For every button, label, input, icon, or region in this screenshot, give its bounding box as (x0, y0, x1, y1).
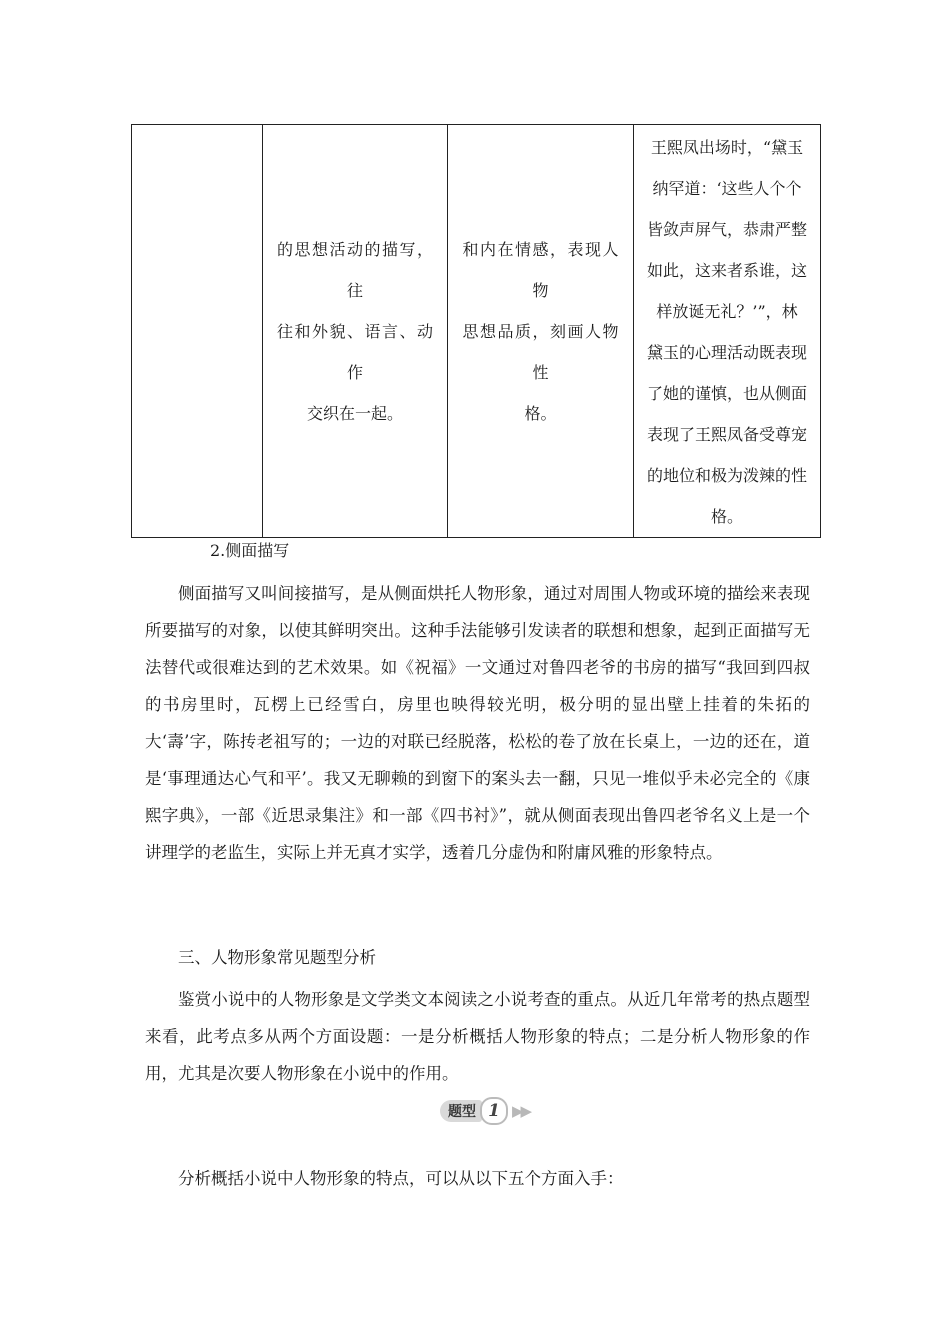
cell-line: 的地位和极为泼辣的性 (646, 466, 807, 485)
cell-line: 了她的谨慎，也从侧面 (646, 384, 807, 403)
table-cell-description (263, 125, 448, 538)
table-cell-example (634, 125, 821, 538)
cell-line: 表现了王熙凤备受尊宠 (646, 425, 807, 444)
cell-line: 格。 (710, 507, 743, 526)
section-heading-question-types: 三、人物形象常见题型分析 (178, 948, 376, 967)
table-cell-empty (132, 125, 263, 538)
cell-line: 交织在一起。 (306, 403, 403, 423)
table-cell-function (448, 125, 634, 538)
cell-line: 和内在情感，表现人物 (462, 239, 619, 300)
badge-label: 题型 (440, 1100, 482, 1122)
cell-line: 的思想活动的描写，往 (277, 239, 433, 300)
question-type-badge (440, 1097, 529, 1125)
table-row (132, 125, 821, 538)
cell-line: 思想品质，刻画人物性 (462, 321, 619, 382)
cell-line: 往和外貌、语言、动作 (277, 321, 433, 382)
paragraph-side-description: 侧面描写又叫间接描写，是从侧面烘托人物形象，通过对周围人物或环境的描绘来表现所要描写的对象，以使其鲜明突出。这种手法能够引发读者的联想和想象，起到正面描写无法替代或很难达到的艺术效果。如《祝福》一文通过对鲁四老爷的书房的描写“我回到四叔的书房里时，瓦楞上已经雪白，房里也映得较光明，极分明的显出壁上挂着的朱拓的大‘壽’字，陈抟老祖写的；一边的对联已经脱落，松松的卷了放在长桌上，一边的还在，道是‘事理通达心气和平’。我又无聊赖的到窗下的案头去一翻，只见一堆似乎未必完全的《康熙字典》，一部《近思录集注》和一部《四书衬》”，就从侧面表现出鲁四老爷名义上是一个讲理学的老监生，实际上并无真才实学，透着几分虚伪和附庸风雅的形象特点。 (145, 584, 810, 862)
cell-line: 纳罕道：‘这些人个个 (652, 179, 802, 198)
cell-line: 皆敛声屏气，恭肃严整 (646, 220, 807, 239)
cell-line: 如此，这来者系谁，这 (646, 261, 807, 280)
cell-line: 格。 (524, 403, 557, 423)
section-heading-side-description: 2.侧面描写 (210, 541, 290, 560)
cell-line: 黛玉的心理活动既表现 (646, 343, 807, 362)
double-arrow-icon: ▶▶ (512, 1102, 530, 1120)
paragraph-question-types: 鉴赏小说中的人物形象是文学类文本阅读之小说考查的重点。从近几年常考的热点题型来看，此考点多从两个方面设题：一是分析概括人物形象的特点；二是分析人物形象的作用，尤其是次要人物形象在小说中的作用。 (145, 990, 810, 1083)
paragraph-analysis-intro: 分析概括小说中人物形象的特点，可以从以下五个方面入手： (178, 1169, 624, 1188)
cell-line: 王熙凤出场时，“黛玉 (650, 138, 804, 157)
cell-line: 样放诞无礼？’”，林 (656, 302, 798, 321)
character-description-table (131, 124, 821, 538)
badge-number: 1 (480, 1097, 508, 1125)
